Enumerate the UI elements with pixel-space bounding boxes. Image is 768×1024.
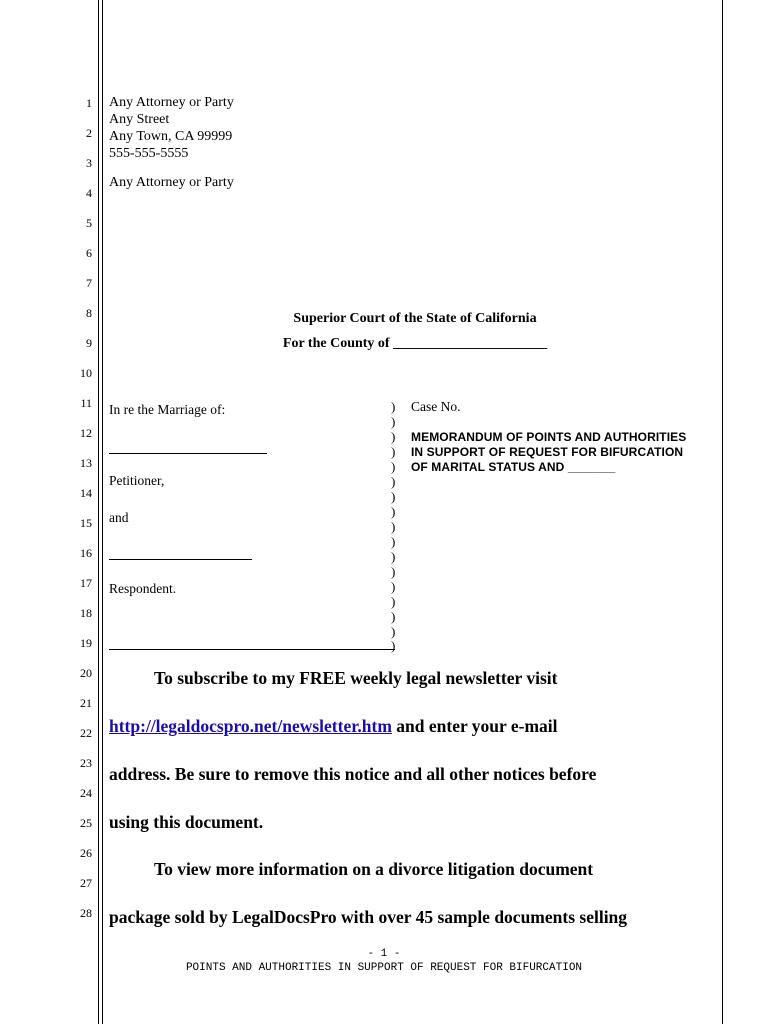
line-number: 20 <box>80 666 92 680</box>
line-number: 24 <box>80 786 92 800</box>
page-number: - 1 - <box>367 948 401 960</box>
line-number: 21 <box>80 696 92 710</box>
body-line: address. Be sure to remove this notice and all other notices before <box>109 764 597 784</box>
document-title-line3: OF MARITAL STATUS AND _______ <box>411 460 616 474</box>
line-number: 12 <box>80 426 92 440</box>
line-number: 27 <box>80 876 92 890</box>
attorney-street: Any Street <box>109 112 170 127</box>
line-number: 19 <box>80 636 92 650</box>
body-line <box>109 716 558 737</box>
line-number: 25 <box>80 816 92 830</box>
paren: ) <box>391 429 396 444</box>
line-number: 1 <box>86 96 92 110</box>
left-margin-rule-outer <box>98 0 99 1024</box>
body-line: To subscribe to my FREE weekly legal newsletter visit <box>154 668 558 688</box>
line-number: 15 <box>80 516 92 530</box>
line-number: 2 <box>86 126 92 140</box>
attorney-for: Any Attorney or Party <box>109 175 234 190</box>
petitioner-label: Petitioner, <box>109 473 165 488</box>
paren: ) <box>391 624 396 639</box>
paren: ) <box>391 504 396 519</box>
line-number: 3 <box>86 156 92 170</box>
line-number: 14 <box>80 486 92 500</box>
body-line-rest: and enter your e-mail <box>391 716 558 736</box>
marriage-label: In re the Marriage of: <box>109 402 226 417</box>
newsletter-link[interactable]: http://legaldocspro.net/newsletter.htm <box>109 716 392 736</box>
document-title-line2: IN SUPPORT OF REQUEST FOR BIFURCATION <box>411 445 684 459</box>
attorney-name: Any Attorney or Party <box>109 95 234 110</box>
and-label: and <box>109 510 129 525</box>
line-number: 4 <box>86 186 92 200</box>
court-county: For the County of ______________________ <box>282 336 548 351</box>
line-number: 16 <box>80 546 92 560</box>
case-number-label: Case No. <box>411 399 461 414</box>
court-name: Superior Court of the State of California <box>293 311 537 326</box>
respondent-name-line <box>109 559 252 560</box>
left-margin-rule-inner <box>102 0 103 1024</box>
paren: ) <box>391 399 396 414</box>
line-number: 28 <box>80 906 92 920</box>
paren: ) <box>391 519 396 534</box>
caption-bottom-line <box>109 649 395 650</box>
line-number: 26 <box>80 846 92 860</box>
paren: ) <box>391 414 396 429</box>
petitioner-name-line <box>109 453 267 454</box>
body-line: To view more information on a divorce litigation document <box>154 859 594 879</box>
paren: ) <box>391 549 396 564</box>
line-number: 17 <box>80 576 92 590</box>
paren: ) <box>391 489 396 504</box>
paren: ) <box>391 638 396 653</box>
line-number: 5 <box>86 216 92 230</box>
document-title-line1: MEMORANDUM OF POINTS AND AUTHORITIES <box>411 430 687 444</box>
paren: ) <box>391 459 396 474</box>
line-number: 13 <box>80 456 92 470</box>
line-number: 23 <box>80 756 92 770</box>
line-number: 7 <box>86 276 92 290</box>
attorney-city: Any Town, CA 99999 <box>109 129 233 144</box>
body-line: package sold by LegalDocsPro with over 45 sample documents selling <box>109 907 628 927</box>
line-number: 18 <box>80 606 92 620</box>
body-line: using this document. <box>109 812 264 832</box>
attorney-phone: 555-555-5555 <box>109 146 189 161</box>
line-number: 10 <box>80 366 92 380</box>
paren: ) <box>391 534 396 549</box>
paren: ) <box>391 444 396 459</box>
line-number: 6 <box>86 246 92 260</box>
line-number: 9 <box>86 336 92 350</box>
paren: ) <box>391 594 396 609</box>
line-number: 11 <box>80 396 92 410</box>
respondent-label: Respondent. <box>109 581 177 596</box>
paren: ) <box>391 564 396 579</box>
right-margin-rule <box>722 0 723 1024</box>
footer-title: POINTS AND AUTHORITIES IN SUPPORT OF REQUEST FOR BIFURCATION <box>185 962 583 974</box>
paren: ) <box>391 609 396 624</box>
line-number: 22 <box>80 726 92 740</box>
paren: ) <box>391 474 396 489</box>
paren: ) <box>391 579 396 594</box>
line-number: 8 <box>86 306 92 320</box>
